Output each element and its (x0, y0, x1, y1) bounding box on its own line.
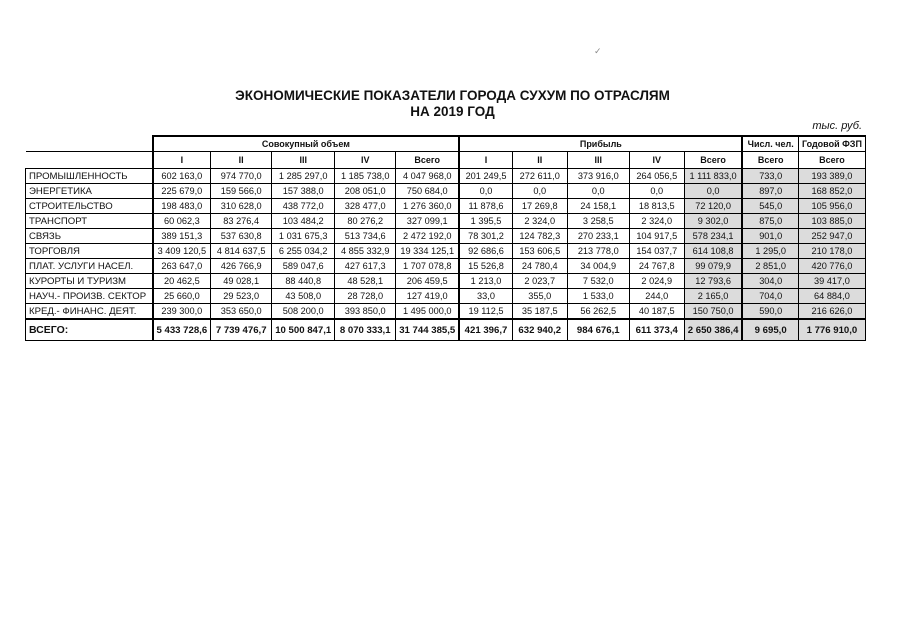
profit-cell: 355,0 (512, 289, 567, 304)
volume-cell: 1 185 738,0 (335, 169, 396, 184)
header-vol-q2: II (211, 152, 272, 169)
volume-cell: 438 772,0 (272, 199, 335, 214)
header-vol-total: Всего (396, 152, 460, 169)
volume-cell: 974 770,0 (211, 169, 272, 184)
volume-cell: 513 734,6 (335, 229, 396, 244)
volume-cell: 48 528,1 (335, 274, 396, 289)
volume-cell: 389 151,3 (153, 229, 211, 244)
title-line-1: ЭКОНОМИЧЕСКИЕ ПОКАЗАТЕЛИ ГОРОДА СУХУМ ПО ОТРАСЛЯМ (235, 88, 670, 103)
volume-cell: 4 855 332,9 (335, 244, 396, 259)
profit-cell: 0,0 (512, 184, 567, 199)
volume-cell: 206 459,5 (396, 274, 460, 289)
profit-cell: 984 676,1 (567, 319, 629, 341)
profit-cell: 2 024,9 (629, 274, 684, 289)
title-line-2: НА 2019 ГОД (410, 104, 495, 119)
profit-cell: 264 056,5 (629, 169, 684, 184)
profit-cell: 24 767,8 (629, 259, 684, 274)
profit-cell: 578 234,1 (684, 229, 742, 244)
profit-cell: 124 782,3 (512, 229, 567, 244)
profit-cell: 154 037,7 (629, 244, 684, 259)
profit-cell: 1 213,0 (459, 274, 512, 289)
header-row-groups (26, 136, 866, 152)
row-label: ПЛАТ. УСЛУГИ НАСЕЛ. (26, 259, 153, 274)
payroll-cell: 193 389,0 (798, 169, 865, 184)
volume-cell: 327 099,1 (396, 214, 460, 229)
header-group-profit: Прибыль (459, 136, 742, 152)
profit-cell: 35 187,5 (512, 304, 567, 320)
header-profit-q1: I (459, 152, 512, 169)
profit-cell: 272 611,0 (512, 169, 567, 184)
profit-cell: 2 165,0 (684, 289, 742, 304)
header-profit-q4: IV (629, 152, 684, 169)
profit-cell: 632 940,2 (512, 319, 567, 341)
profit-cell: 104 917,5 (629, 229, 684, 244)
profit-cell: 213 778,0 (567, 244, 629, 259)
table-row (26, 289, 866, 304)
profit-cell: 244,0 (629, 289, 684, 304)
employees-cell: 733,0 (742, 169, 798, 184)
profit-cell: 56 262,5 (567, 304, 629, 320)
volume-cell: 88 440,8 (272, 274, 335, 289)
row-label: КРЕД.- ФИНАНС. ДЕЯТ. (26, 304, 153, 320)
profit-cell: 33,0 (459, 289, 512, 304)
volume-cell: 127 419,0 (396, 289, 460, 304)
employees-cell: 704,0 (742, 289, 798, 304)
header-profit-q3: III (567, 152, 629, 169)
profit-cell: 72 120,0 (684, 199, 742, 214)
profit-cell: 270 233,1 (567, 229, 629, 244)
employees-cell: 304,0 (742, 274, 798, 289)
payroll-cell: 39 417,0 (798, 274, 865, 289)
profit-cell: 1 111 833,0 (684, 169, 742, 184)
volume-cell: 328 477,0 (335, 199, 396, 214)
employees-cell: 875,0 (742, 214, 798, 229)
volume-cell: 537 630,8 (211, 229, 272, 244)
header-profit-q2: II (512, 152, 567, 169)
profit-cell: 18 813,5 (629, 199, 684, 214)
profit-cell: 7 532,0 (567, 274, 629, 289)
profit-cell: 1 533,0 (567, 289, 629, 304)
row-label: ТОРГОВЛЯ (26, 244, 153, 259)
volume-cell: 2 472 192,0 (396, 229, 460, 244)
volume-cell: 602 163,0 (153, 169, 211, 184)
header-vol-q1: I (153, 152, 211, 169)
table-body (26, 169, 866, 341)
profit-cell: 421 396,7 (459, 319, 512, 341)
scan-mark: ✓ (594, 46, 602, 56)
payroll-cell: 105 956,0 (798, 199, 865, 214)
volume-cell: 83 276,4 (211, 214, 272, 229)
employees-cell: 901,0 (742, 229, 798, 244)
profit-cell: 150 750,0 (684, 304, 742, 320)
volume-cell: 208 051,0 (335, 184, 396, 199)
volume-cell: 310 628,0 (211, 199, 272, 214)
employees-cell: 9 695,0 (742, 319, 798, 341)
table-row (26, 304, 866, 320)
row-label: СВЯЗЬ (26, 229, 153, 244)
employees-cell: 1 295,0 (742, 244, 798, 259)
profit-cell: 3 258,5 (567, 214, 629, 229)
volume-cell: 7 739 476,7 (211, 319, 272, 341)
profit-cell: 15 526,8 (459, 259, 512, 274)
profit-cell: 153 606,5 (512, 244, 567, 259)
employees-cell: 897,0 (742, 184, 798, 199)
profit-cell: 11 878,6 (459, 199, 512, 214)
volume-cell: 750 684,0 (396, 184, 460, 199)
header-group-volume: Совокупный объем (153, 136, 460, 152)
volume-cell: 1 707 078,8 (396, 259, 460, 274)
profit-cell: 9 302,0 (684, 214, 742, 229)
employees-cell: 2 851,0 (742, 259, 798, 274)
volume-cell: 103 484,2 (272, 214, 335, 229)
volume-cell: 239 300,0 (153, 304, 211, 320)
profit-cell: 92 686,6 (459, 244, 512, 259)
employees-cell: 545,0 (742, 199, 798, 214)
table-row (26, 229, 866, 244)
economic-indicators-table (25, 135, 866, 341)
table-row (26, 169, 866, 184)
header-corner-2 (26, 152, 153, 169)
volume-cell: 1 031 675,3 (272, 229, 335, 244)
profit-cell: 0,0 (629, 184, 684, 199)
payroll-cell: 420 776,0 (798, 259, 865, 274)
payroll-cell: 64 884,0 (798, 289, 865, 304)
header-vol-q4: IV (335, 152, 396, 169)
profit-cell: 34 004,9 (567, 259, 629, 274)
volume-cell: 28 728,0 (335, 289, 396, 304)
volume-cell: 353 650,0 (211, 304, 272, 320)
table-row (26, 184, 866, 199)
profit-cell: 0,0 (684, 184, 742, 199)
volume-cell: 589 047,6 (272, 259, 335, 274)
total-row (26, 319, 866, 341)
table-row (26, 214, 866, 229)
volume-cell: 4 047 968,0 (396, 169, 460, 184)
profit-cell: 12 793,6 (684, 274, 742, 289)
volume-cell: 8 070 333,1 (335, 319, 396, 341)
row-label: ЭНЕРГЕТИКА (26, 184, 153, 199)
volume-cell: 4 814 637,5 (211, 244, 272, 259)
volume-cell: 157 388,0 (272, 184, 335, 199)
payroll-cell: 168 852,0 (798, 184, 865, 199)
header-payroll-total: Всего (798, 152, 865, 169)
profit-cell: 17 269,8 (512, 199, 567, 214)
table-row (26, 274, 866, 289)
row-label: СТРОИТЕЛЬСТВО (26, 199, 153, 214)
profit-cell: 373 916,0 (567, 169, 629, 184)
header-profit-total: Всего (684, 152, 742, 169)
profit-cell: 614 108,8 (684, 244, 742, 259)
payroll-cell: 216 626,0 (798, 304, 865, 320)
volume-cell: 49 028,1 (211, 274, 272, 289)
profit-cell: 2 023,7 (512, 274, 567, 289)
volume-cell: 25 660,0 (153, 289, 211, 304)
volume-cell: 426 766,9 (211, 259, 272, 274)
row-label: ВСЕГО: (26, 319, 153, 341)
volume-cell: 159 566,0 (211, 184, 272, 199)
volume-cell: 198 483,0 (153, 199, 211, 214)
volume-cell: 5 433 728,6 (153, 319, 211, 341)
profit-cell: 24 158,1 (567, 199, 629, 214)
volume-cell: 60 062,3 (153, 214, 211, 229)
volume-cell: 6 255 034,2 (272, 244, 335, 259)
profit-cell: 0,0 (567, 184, 629, 199)
volume-cell: 1 495 000,0 (396, 304, 460, 320)
volume-cell: 43 508,0 (272, 289, 335, 304)
document-title (0, 88, 905, 120)
volume-cell: 31 744 385,5 (396, 319, 460, 341)
profit-cell: 201 249,5 (459, 169, 512, 184)
volume-cell: 10 500 847,1 (272, 319, 335, 341)
header-corner (26, 136, 153, 152)
row-label: КУРОРТЫ И ТУРИЗМ (26, 274, 153, 289)
profit-cell: 0,0 (459, 184, 512, 199)
volume-cell: 1 276 360,0 (396, 199, 460, 214)
profit-cell: 78 301,2 (459, 229, 512, 244)
table-row (26, 199, 866, 214)
table-row (26, 259, 866, 274)
row-label: ТРАНСПОРТ (26, 214, 153, 229)
profit-cell: 2 650 386,4 (684, 319, 742, 341)
volume-cell: 3 409 120,5 (153, 244, 211, 259)
header-vol-q3: III (272, 152, 335, 169)
employees-cell: 590,0 (742, 304, 798, 320)
row-label: ПРОМЫШЛЕННОСТЬ (26, 169, 153, 184)
profit-cell: 2 324,0 (629, 214, 684, 229)
table-row (26, 244, 866, 259)
volume-cell: 29 523,0 (211, 289, 272, 304)
volume-cell: 80 276,2 (335, 214, 396, 229)
units-label: тыс. руб. (812, 120, 862, 132)
header-payroll: Годовой ФЗП (798, 136, 865, 152)
volume-cell: 19 334 125,1 (396, 244, 460, 259)
payroll-cell: 103 885,0 (798, 214, 865, 229)
payroll-cell: 252 947,0 (798, 229, 865, 244)
header-employees-total: Всего (742, 152, 798, 169)
volume-cell: 1 285 297,0 (272, 169, 335, 184)
volume-cell: 225 679,0 (153, 184, 211, 199)
profit-cell: 611 373,4 (629, 319, 684, 341)
volume-cell: 393 850,0 (335, 304, 396, 320)
volume-cell: 20 462,5 (153, 274, 211, 289)
profit-cell: 2 324,0 (512, 214, 567, 229)
profit-cell: 19 112,5 (459, 304, 512, 320)
profit-cell: 99 079,9 (684, 259, 742, 274)
volume-cell: 508 200,0 (272, 304, 335, 320)
profit-cell: 1 395,5 (459, 214, 512, 229)
profit-cell: 24 780,4 (512, 259, 567, 274)
profit-cell: 40 187,5 (629, 304, 684, 320)
volume-cell: 263 647,0 (153, 259, 211, 274)
volume-cell: 427 617,3 (335, 259, 396, 274)
payroll-cell: 210 178,0 (798, 244, 865, 259)
payroll-cell: 1 776 910,0 (798, 319, 865, 341)
header-row-columns (26, 152, 866, 169)
header-employees: Числ. чел. (742, 136, 798, 152)
row-label: НАУЧ.- ПРОИЗВ. СЕКТОР (26, 289, 153, 304)
